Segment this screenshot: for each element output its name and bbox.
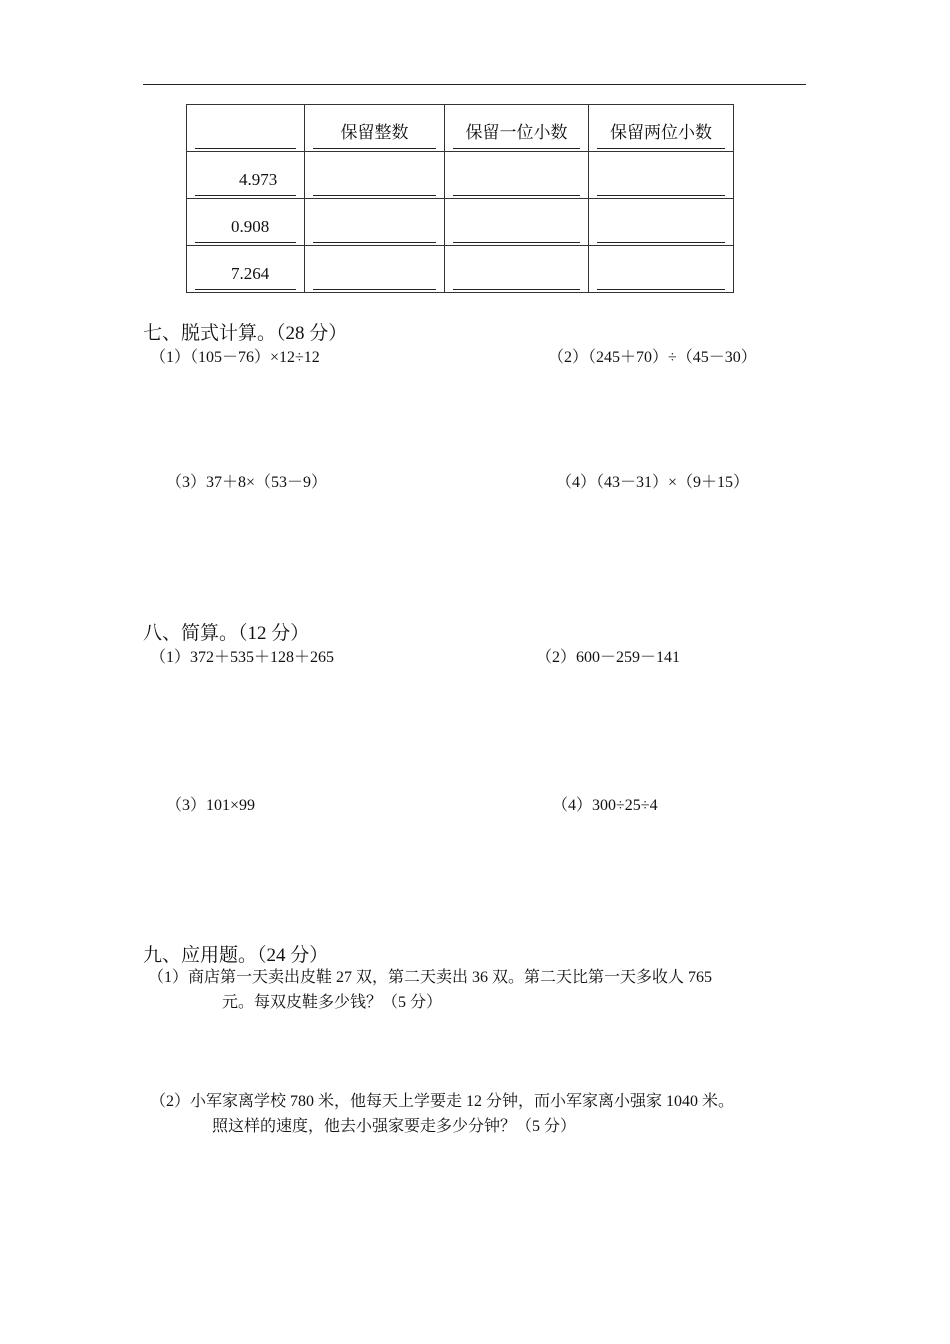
table-header-row [187, 105, 734, 152]
answer-line [313, 242, 436, 243]
section-8-item-4: （4）300÷25÷4 [552, 797, 658, 814]
section-7-item-1: （1）（105－76）×12÷12 [150, 349, 320, 366]
answer-line [453, 148, 580, 149]
rounding-table [186, 104, 734, 293]
answer-line [597, 195, 725, 196]
number-value: 4.973 [239, 170, 278, 189]
answer-cell[interactable] [305, 199, 445, 246]
answer-line [313, 289, 436, 290]
answer-cell[interactable] [445, 199, 589, 246]
section-8-item-1: （1）372＋535＋128＋265 [150, 649, 335, 666]
answer-cell[interactable] [589, 199, 734, 246]
number-cell [187, 246, 305, 293]
answer-cell[interactable] [589, 152, 734, 199]
table-row [187, 246, 734, 293]
answer-cell[interactable] [305, 246, 445, 293]
number-cell [187, 152, 305, 199]
section-7-item-2: （2）（245＋70）÷（45－30） [548, 349, 757, 366]
answer-line [195, 148, 296, 149]
answer-line [597, 242, 725, 243]
number-value: 7.264 [231, 264, 270, 283]
answer-line [313, 148, 436, 149]
header-cell-one-decimal [445, 105, 589, 152]
section-7-title: 七、脱式计算。（28 分） [143, 323, 348, 344]
number-value: 0.908 [231, 217, 270, 236]
answer-cell[interactable] [445, 246, 589, 293]
section-8-title: 八、简算。（12 分） [143, 623, 310, 644]
answer-cell[interactable] [445, 152, 589, 199]
number-cell [187, 199, 305, 246]
header-label: 保留一位小数 [465, 123, 568, 142]
section-8-item-3: （3）101×99 [166, 797, 256, 814]
table-row [187, 199, 734, 246]
answer-cell[interactable] [305, 152, 445, 199]
answer-line [195, 242, 296, 243]
word-problem-1-line-1: （1）商店第一天卖出皮鞋 27 双，第二天卖出 36 双。第二天比第一天多收人 765 [148, 969, 713, 986]
word-problem-2-line-1: （2）小军家离学校 780 米，他每天上学要走 12 分钟，而小军家离小强家 1040 米。 [150, 1093, 735, 1110]
answer-line [195, 195, 296, 196]
section-8-item-2: （2）600－259－141 [536, 649, 681, 666]
header-label: 保留整数 [340, 123, 409, 142]
answer-line [453, 242, 580, 243]
header-cell-two-decimals [589, 105, 734, 152]
answer-line [453, 195, 580, 196]
answer-line [195, 289, 296, 290]
answer-line [597, 289, 725, 290]
table-row [187, 152, 734, 199]
word-problem-1-line-2: 元。每双皮鞋多少钱？（5 分） [222, 994, 443, 1011]
header-cell-integer [305, 105, 445, 152]
section-9-title: 九、应用题。（24 分） [143, 945, 329, 966]
answer-cell[interactable] [589, 246, 734, 293]
answer-line [597, 148, 725, 149]
header-cell-empty [187, 105, 305, 152]
answer-line [313, 195, 436, 196]
answer-line [453, 289, 580, 290]
section-7-item-4: （4）（43－31）×（9＋15） [556, 474, 750, 491]
section-7-item-3: （3）37＋8×（53－9） [166, 474, 328, 491]
header-label: 保留两位小数 [610, 123, 712, 142]
word-problem-2-line-2: 照这样的速度，他去小强家要走多少分钟？（5 分） [212, 1118, 577, 1135]
top-rule [143, 84, 806, 85]
